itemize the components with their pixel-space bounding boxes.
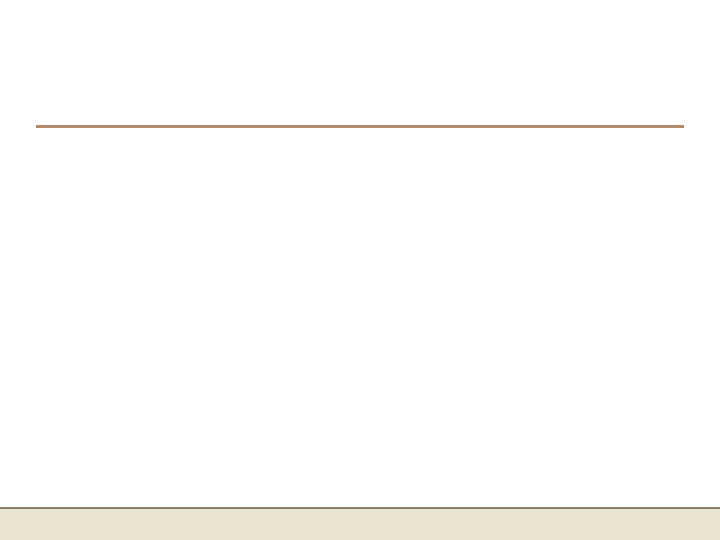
copyright-footer (0, 507, 720, 540)
title-divider (36, 125, 684, 128)
sphere-pyramid-icon (590, 0, 720, 112)
